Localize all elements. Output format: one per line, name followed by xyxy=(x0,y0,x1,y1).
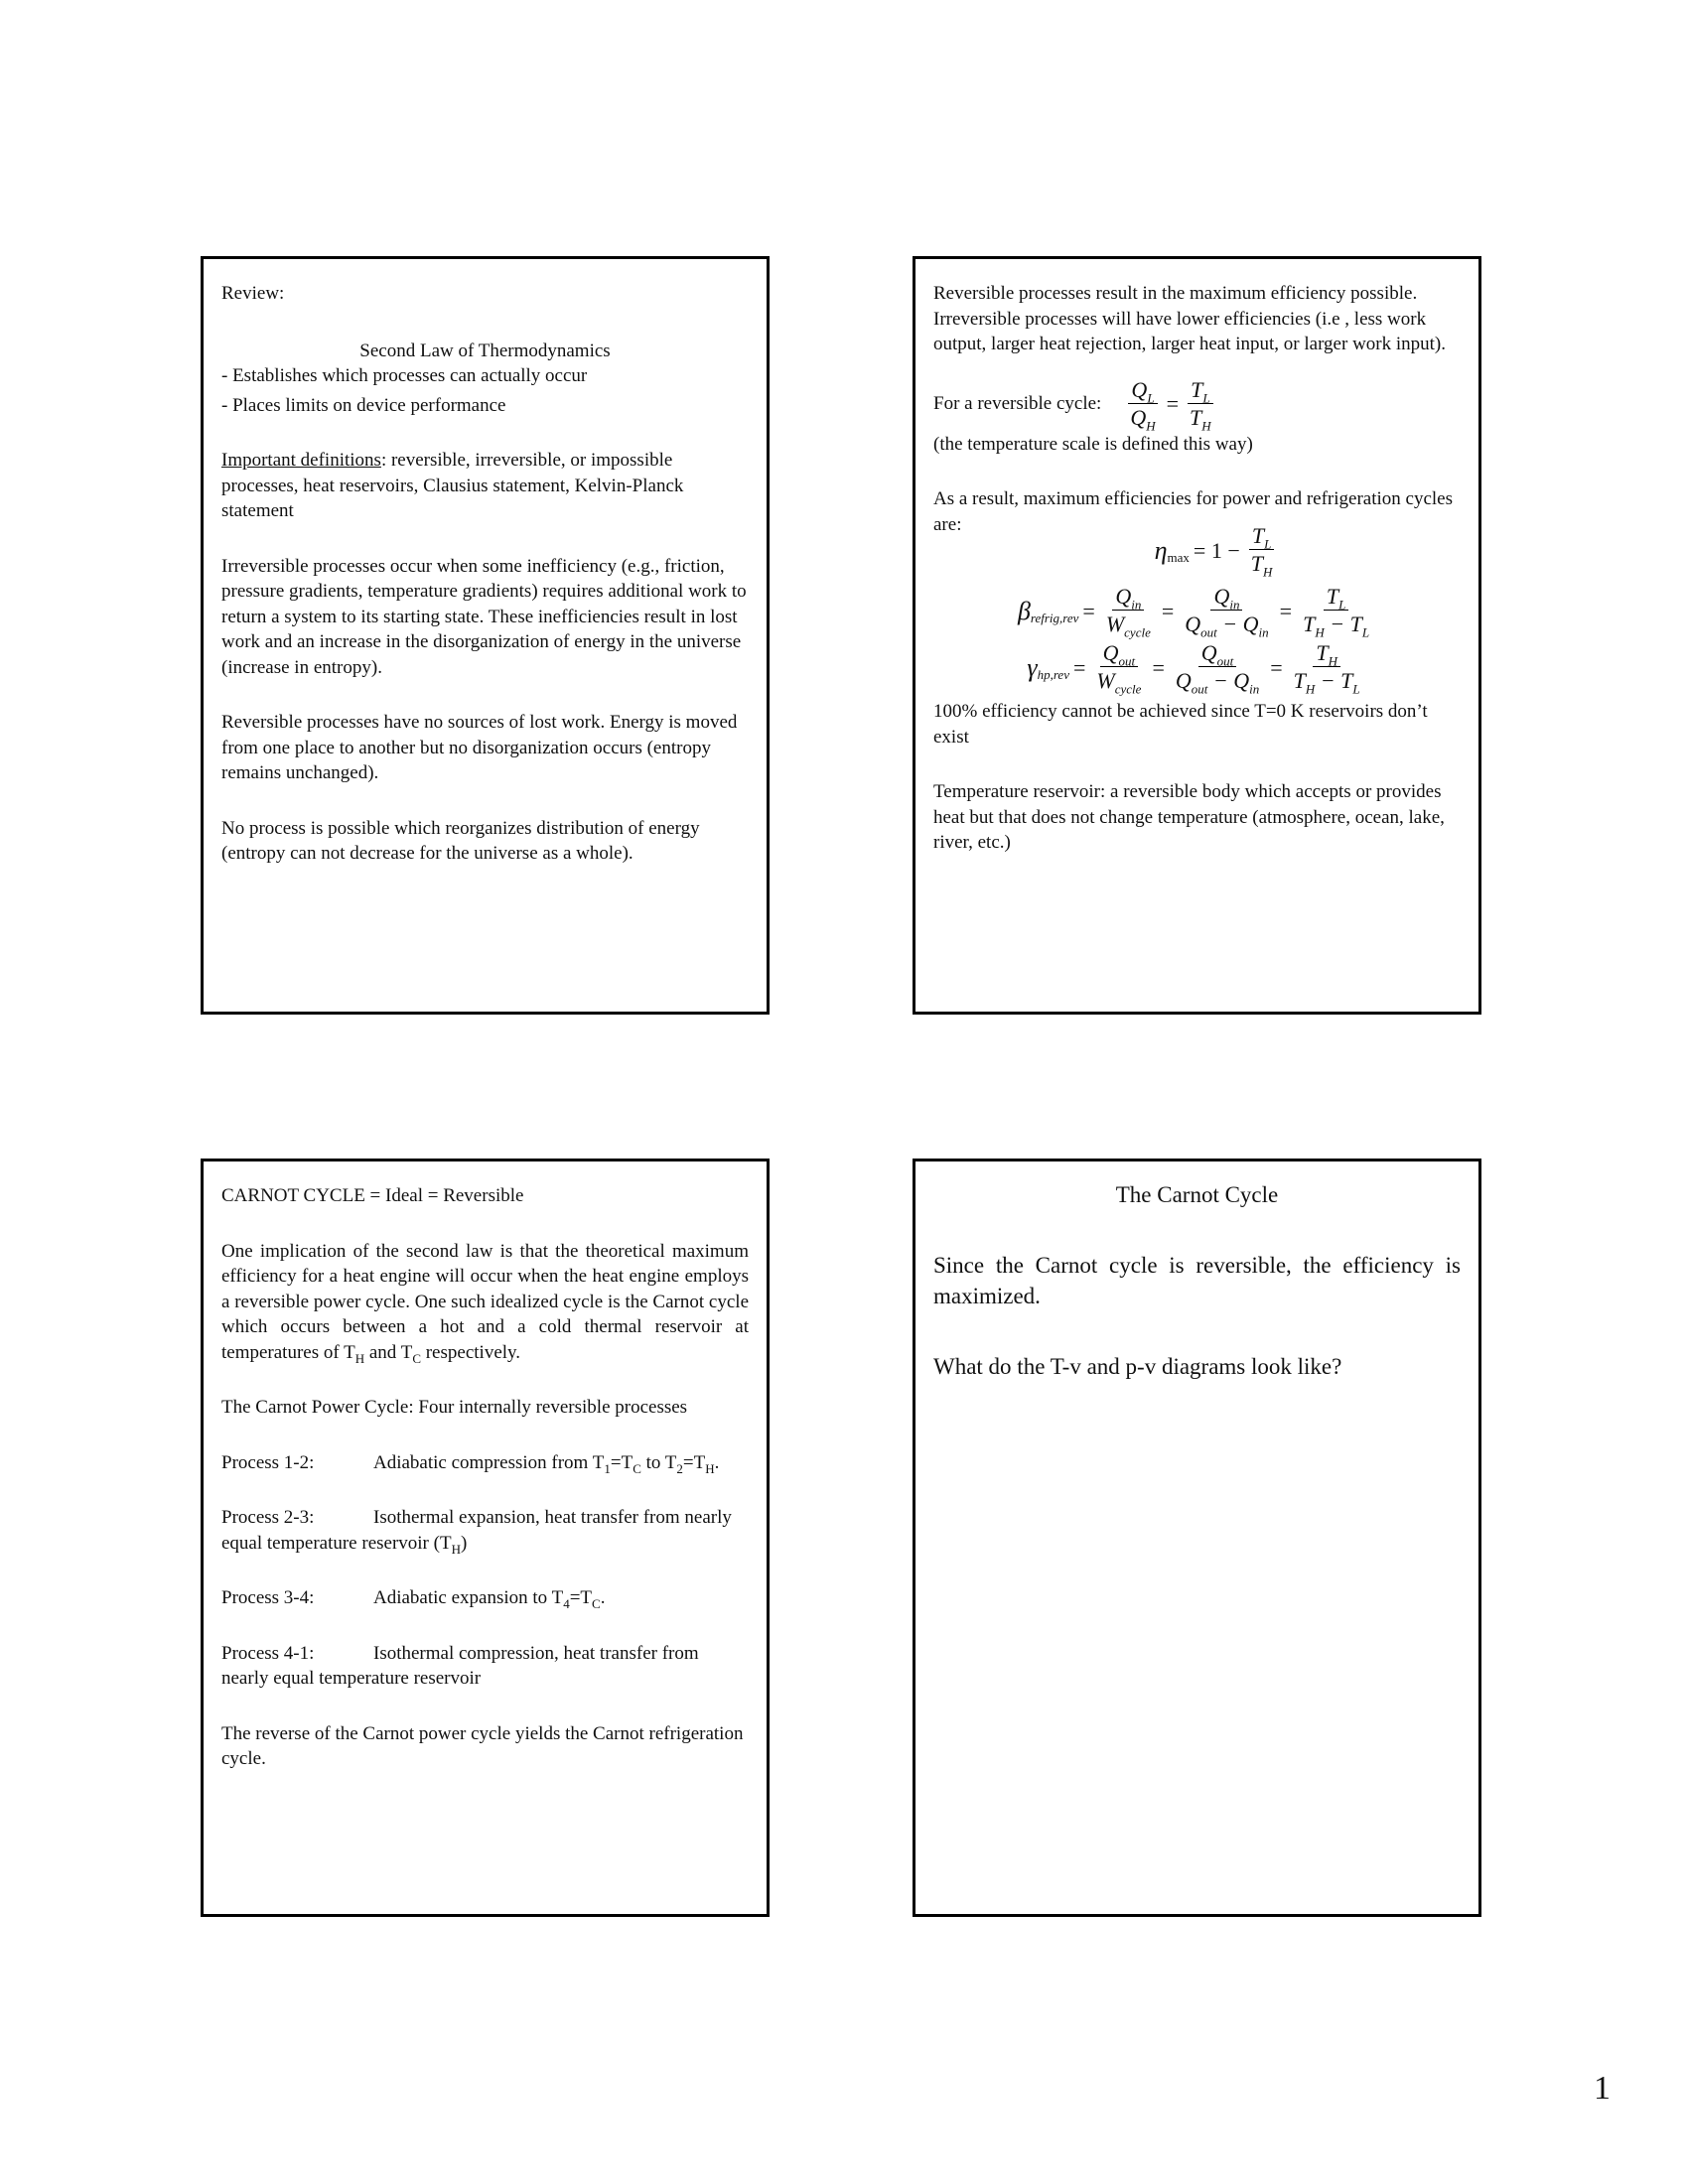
process-2-3-label: Process 2-3: xyxy=(221,1507,315,1528)
fraction-ql-qh: $\frac{Q_L}{Q_H}$ xyxy=(1130,376,1156,433)
process-4-1 xyxy=(221,1641,749,1692)
carnot-cycle-title: The Carnot Cycle xyxy=(1115,1182,1279,1207)
process-1-2-label: Process 1-2: xyxy=(221,1451,315,1473)
temperature-reservoir-paragraph: Temperature reservoir: a reversible body which accepts or provides heat but that does not change temperature (atmosphere, ocean, lake, river, etc.) xyxy=(933,781,1445,853)
eta-max-equation: η max = 1 − $\frac{T_L}{T_H}$ xyxy=(1154,523,1273,580)
max-efficiency-paragraph: Reversible processes result in the maximum efficiency possible. Irreversible processes will have lower efficiencies (i.e , less work output, larger heat rejection, larger heat input, or larger work input). xyxy=(933,283,1446,354)
process-2-3-text: Isothermal expansion, heat transfer from nearly equal temperature reservoir xyxy=(221,1507,732,1554)
reversible-cycle-equation: For a reversible cycle: $\frac{Q_L}{Q_H}$ = $\frac{T_L}{T_H}$ xyxy=(933,377,1461,432)
review-bullet-2: - Places limits on device performance xyxy=(221,394,506,416)
slide-carnot-cycle-ideal xyxy=(201,1159,770,1917)
process-1-2: Process 1-2: Adiabatic compression from $T_1=T_C$ to $T_2=T_H$. xyxy=(221,1451,720,1476)
carnot-heading: CARNOT CYCLE = Ideal = Reversible xyxy=(221,1185,524,1206)
review-subtitle: Second Law of Thermodynamics xyxy=(359,340,611,361)
implication-text: One implication of the second law is that the theoretical maximum efficiency for a heat engine will occur when the heat engine employs a reversible power cycle. One such idealized cycle is the Carnot cycle which occurs between a hot and a cold thermal reservoir at temperatures of xyxy=(221,1240,749,1363)
efficiency-limit-note: 100% efficiency cannot be achieved since T=0 K reservoirs don’t exist xyxy=(933,701,1428,748)
fraction-tl-th: $\frac{T_L}{T_H}$ xyxy=(1190,376,1211,433)
result-paragraph: As a result, maximum efficiencies for power and refrigeration cycles are: xyxy=(933,488,1454,535)
process-4-1-label: Process 4-1: xyxy=(221,1642,315,1664)
diagrams-question: What do the T-v and p-v diagrams look like? xyxy=(933,1354,1342,1379)
process-4-1-text: Isothermal compression, heat transfer from nearly equal temperature reservoir xyxy=(221,1642,699,1689)
reversible-paragraph: Reversible processes have no sources of lost work. Energy is moved from one place to another but no disorganization occurs (entropy remains unchanged). xyxy=(221,712,738,783)
definitions-label: Important definitions xyxy=(221,450,381,471)
implication-paragraph: One implication of the second law is that the theoretical maximum efficiency for a heat engine will occur when the heat engine employs a reversible power cycle. One such idealized cycle is the Carnot cycle which occurs between a hot and a cold thermal reservoir at temperatures of $T_H$ and $T_C$ respectively. xyxy=(221,1240,749,1366)
beta-refrig-equation: β refrig,rev = $\frac{Q_{in}}{W_{cycle}}$ = $\frac{Q_{in}}{Q_{out} - Q_{in}}$ = $\frac{T_L}{T_H - T_L}$ xyxy=(1017,584,1370,640)
process-3-4: Process 3-4: Adiabatic expansion to $T_4=T_C$. xyxy=(221,1587,606,1611)
irreversible-paragraph: Irreversible processes occur when some inefficiency (e.g., friction, pressure gradients, temperature gradients) requires additional work to return a system to its starting state. These inefficiencies result in lost work and an increase in the disorganization of energy in the universe (increase in entropy). xyxy=(221,555,747,678)
reversible-cycle-label: For a reversible cycle: xyxy=(933,393,1102,415)
process-1-2-text: Adiabatic compression from xyxy=(373,1451,589,1473)
page-number: 1 xyxy=(1594,2070,1611,2107)
definitions-text: : reversible, irreversible, or impossible processes, heat reservoirs, Clausius statement, Kelvin-Planck statement xyxy=(221,450,684,521)
reverse-cycle-paragraph: The reverse of the Carnot power cycle yields the Carnot refrigeration cycle. xyxy=(221,1722,744,1769)
gamma-hp-equation: γ hp,rev = $\frac{Q_{out}}{W_{cycle}}$ = $\frac{Q_{out}}{Q_{out} - Q_{in}}$ = $\frac{T_H}{T_H - T_L}$ xyxy=(1027,640,1360,697)
definitions-paragraph xyxy=(221,448,749,524)
process-3-4-text: Adiabatic expansion to xyxy=(373,1587,548,1608)
review-bullet-1: - Establishes which processes can actually occur xyxy=(221,365,588,386)
review-heading: Review: xyxy=(221,283,285,304)
carnot-reversible-paragraph: Since the Carnot cycle is reversible, the efficiency is maximized. xyxy=(933,1253,1461,1308)
temperature-scale-note: (the temperature scale is defined this way) xyxy=(933,433,1253,455)
slide-the-carnot-cycle xyxy=(913,1159,1481,1917)
slide-review xyxy=(201,256,770,1015)
process-2-3: Process 2-3: Isothermal expansion, heat transfer from nearly equal temperature reservoir $(T_H)$ xyxy=(221,1507,732,1557)
slide-efficiency xyxy=(913,256,1481,1015)
power-cycle-intro: The Carnot Power Cycle: Four internally reversible processes xyxy=(221,1397,688,1418)
no-process-paragraph: No process is possible which reorganizes distribution of energy (entropy can not decrease for the universe as a whole). xyxy=(221,817,700,864)
process-3-4-label: Process 3-4: xyxy=(221,1587,315,1608)
